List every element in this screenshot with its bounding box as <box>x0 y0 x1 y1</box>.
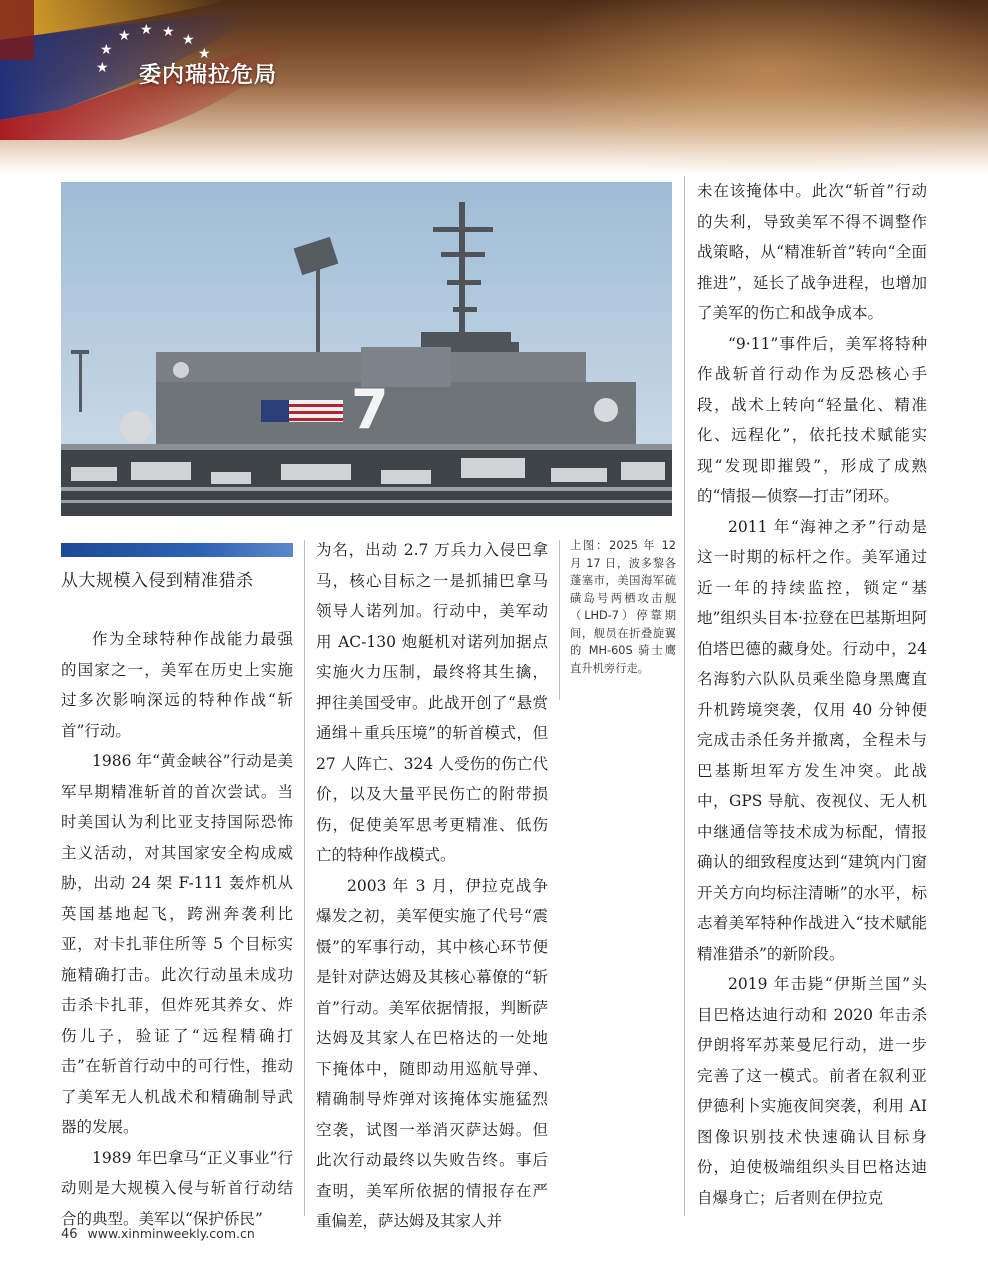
page-number: 46 <box>61 1227 78 1242</box>
svg-text:★: ★ <box>118 28 131 44</box>
subhead-accent-bar <box>61 543 293 557</box>
site-url: www.xinminweekly.com.cn <box>87 1226 255 1241</box>
caption-divider <box>559 540 560 700</box>
svg-text:★: ★ <box>96 60 109 76</box>
photo-caption: 上图：2025 年 12 月 17 日，波多黎各蓬塞市，美国海军硫磺岛号两栖攻击舰（LHD-7）停靠期间，舰员在折叠旋翼的 MH-60S 骑士鹰直升机旁行走。 <box>570 539 676 675</box>
svg-text:★: ★ <box>198 46 211 62</box>
paragraph: 为名，出动 2.7 万兵力入侵巴拿马，核心目标之一是抓捕巴拿马领导人诺列加。行动中，美军动用 AC-130 炮艇机对诺列加据点实施火力压制，最终将其生擒，押往美国受审。此战开创了“悬赏通缉＋重兵压境”的斩首模式，但 27 人阵亡、324 人受伤的伤亡代价，以及大量平民伤亡的附带损伤，促使美军思考更精准、低伤亡的特种作战模式。 <box>316 541 548 864</box>
subhead: 从大规模入侵到精准猎杀 <box>61 571 254 591</box>
paragraph: 未在该掩体中。此次“斩首”行动的失利，导致美军不得不调整作战策略，从“精准斩首”转向“全面推进”，延长了战争进程，也增加了美军的伤亡和战争成本。 <box>697 182 927 322</box>
svg-text:★: ★ <box>140 22 153 38</box>
svg-text:★: ★ <box>100 42 113 58</box>
text-column-2 <box>316 535 548 1237</box>
header-banner <box>0 0 988 175</box>
text-column-4 <box>697 176 927 1213</box>
paragraph: “9·11”事件后，美军将特种作战斩首行动作为反恐核心手段，战术上转向“轻量化、精准化、远程化”，依托技术赋能实现“发现即摧毁”，形成了成熟的“情报—侦察—打击”闭环。 <box>697 334 927 505</box>
header-glow <box>520 0 988 175</box>
paragraph: 作为全球特种作战能力最强的国家之一，美军在历史上实施过多次影响深远的特种作战“斩首”行动。 <box>61 630 293 740</box>
paragraph: 2003 年 3 月，伊拉克战争爆发之初，美军便实施了代号“震慑”的军事行动，其中核心环节便是针对萨达姆及其核心幕僚的“斩首”行动。美军依据情报，判断萨达姆及其家人在巴格达的一处地下掩体中，随即动用巡航导弹、精确制导炸弹对该掩体实施猛烈空袭，试图一举消灭萨达姆。但此次行动最终以失败告终。事后查明，美军所依据的情报存在严重偏差，萨达姆及其家人并 <box>316 876 548 1230</box>
column-divider <box>304 540 305 1216</box>
page-footer <box>61 1226 255 1242</box>
hull-flag-icon <box>261 400 343 422</box>
paragraph: 1986 年“黄金峡谷”行动是美军早期精准斩首的首次尝试。当时美国认为利比亚支持国际恐怖主义活动，对其国家安全构成威胁，出动 24 架 F-111 轰炸机从英国基地起飞，跨洲奔袭利比亚，对卡扎菲住所等 5 个目标实施精确打击。此次行动虽未成功击杀卡扎菲，但炸死其养女、炸伤儿子，验证了“远程精确打击”在斩首行动中的可行性，推动了美军无人机战术和精确制导武器的发展。 <box>61 752 293 1136</box>
svg-text:★: ★ <box>182 32 195 48</box>
paragraph: 1989 年巴拿马“正义事业”行动则是大规模入侵与斩首行动结合的典型。美军以“保护侨民” <box>61 1148 293 1228</box>
text-column-1 <box>61 624 293 1234</box>
svg-text:★: ★ <box>162 24 175 40</box>
hull-number: 7 <box>351 378 389 441</box>
ship-photo <box>61 182 672 516</box>
paragraph: 2019 年击毙“伊斯兰国”头目巴格达迪行动和 2020 年击杀伊朗将军苏莱曼尼行动，进一步完善了这一模式。前者在叙利亚伊德利卜实施夜间突袭，利用 AI 图像识别技术快速确认目标身份，迫使极端组织头目巴格达迪自爆身亡；后者则在伊拉克 <box>697 975 927 1207</box>
column-divider <box>684 176 685 1216</box>
section-title: 委内瑞拉危局 <box>139 63 278 88</box>
paragraph: 2011 年“海神之矛”行动是这一时期的标杆之作。美军通过近一年的持续监控，锁定“基地”组织头目本·拉登在巴基斯坦阿伯塔巴德的藏身处。行动中，24 名海豹六队队员乘坐隐身黑鹰直升机跨境突袭，仅用 40 分钟便完成击杀任务并撤离，全程未与巴基斯坦军方发生冲突。此战中，GPS 导航、夜视仪、无人机中继通信等技术成为标配，情报确认的细致程度达到“建筑内门窗开关方向均标注清晰”的水平，标志着美军特种作战进入“技术赋能精准猎杀”的新阶段。 <box>697 517 927 963</box>
